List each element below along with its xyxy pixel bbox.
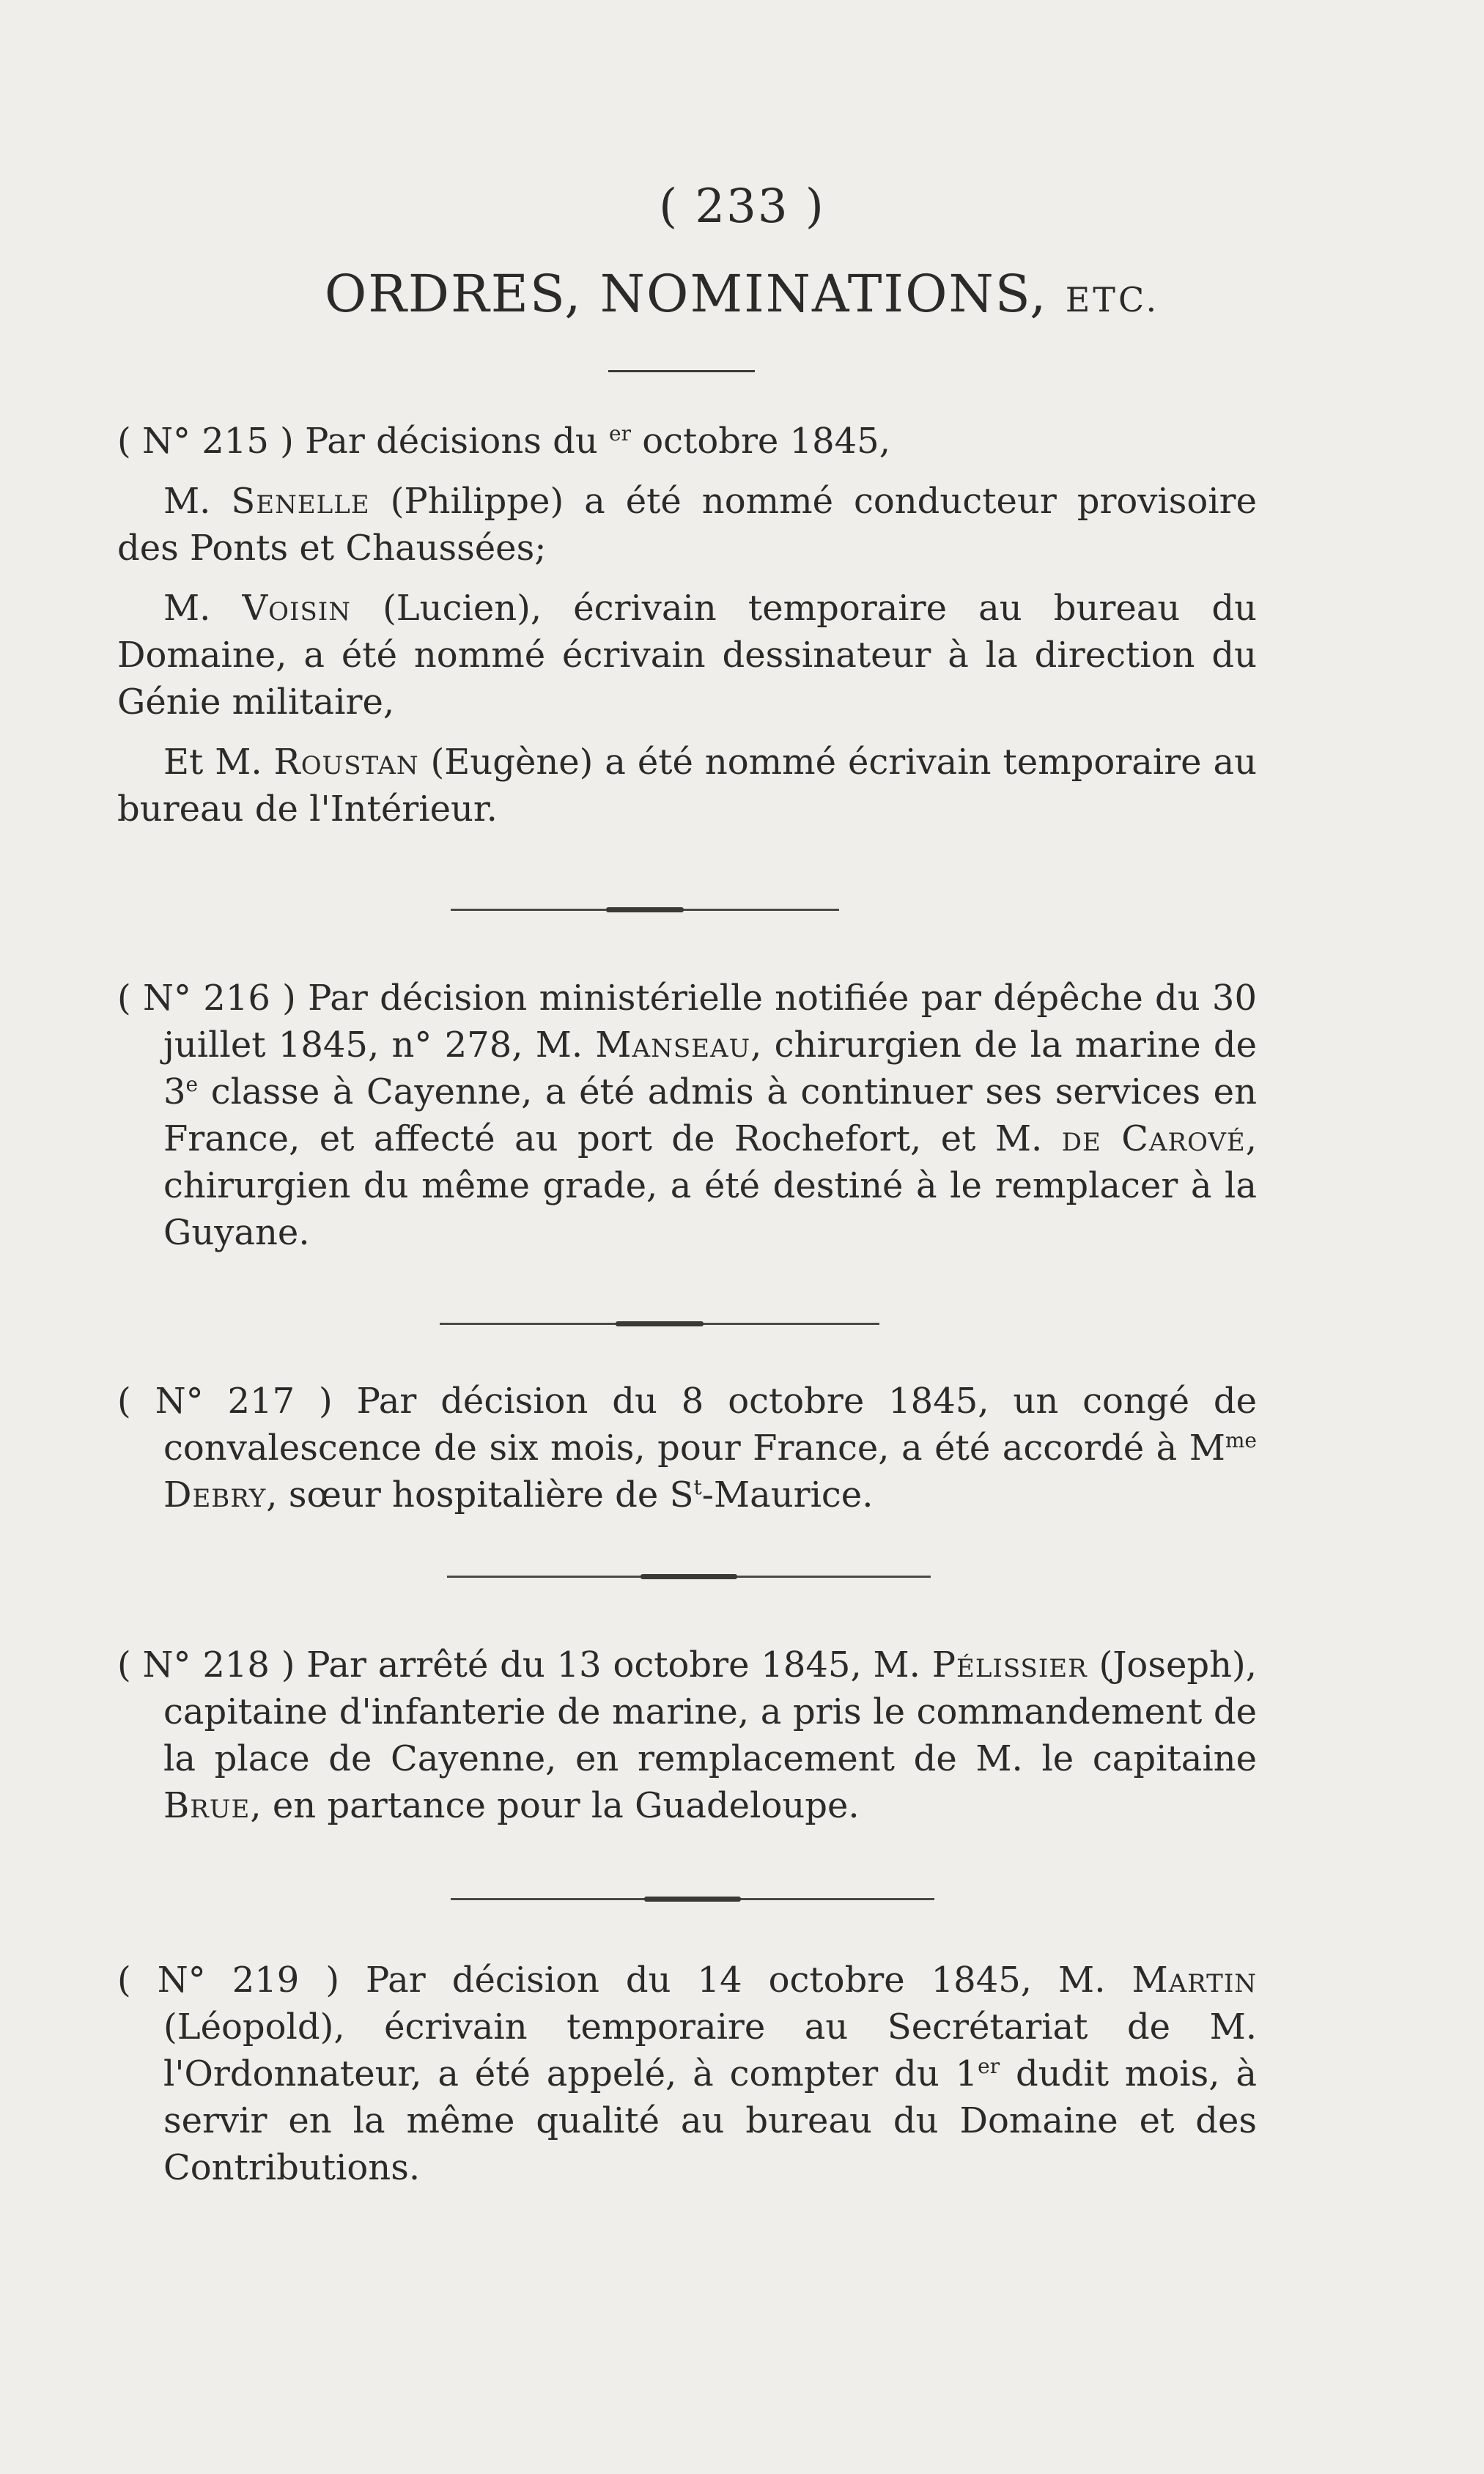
entry-215-lead: ( N° 215 ) Par décisions du $^{er}$ octobre 1845,	[117, 421, 890, 462]
entry-215-para-1: M. Senelle (Philippe) a été nommé conducteur provisoire des Ponts et Chaussées;	[117, 481, 1257, 569]
page-title	[0, 264, 1484, 324]
separator-rule	[447, 1576, 931, 1578]
entry-215-para-2: M. Voisin (Lucien), écrivain temporaire au bureau du Domaine, a été nommé écrivain dessinateur à la direction du Génie militaire,	[117, 588, 1258, 723]
page-number: ( 233 )	[659, 180, 825, 234]
separator-rule	[440, 1323, 879, 1325]
entry-217-text: ( N° 217 ) Par décision du 8 octobre 1845, un congé de convalescence de six mois, pour France, a été accordé à $M^{me}$ Debry, sœur hospitalière de $S^t$-Maurice.	[117, 1381, 1257, 1515]
title-small: ETC.	[1065, 280, 1160, 320]
title-rule	[608, 370, 755, 372]
entry-218-text: ( N° 218 ) Par arrêté du 13 octobre 1845, M. Pélissier (Joseph), capitaine d'infanterie de marine, a pris le commandement de la place de Cayenne, en remplacement de M. le capitaine Brue, en partance pour la Guadeloupe.	[117, 1644, 1257, 1826]
separator-rule	[451, 909, 839, 911]
title-main: ORDRES, NOMINATIONS,	[324, 264, 1048, 324]
entry-215-para-3: Et M. Roustan (Eugène) a été nommé écrivain temporaire au bureau de l'Intérieur.	[117, 742, 1258, 830]
entry-219-text: ( N° 219 ) Par décision du 14 octobre 1845, M. Martin (Léopold), écrivain temporaire au Secrétariat de M. l'Ordonnateur, a été appelé, à compter du 1er dudit mois, à servir en la même qualité au bureau du Domaine et des Contributions.	[117, 1960, 1257, 2188]
entry-217	[117, 1378, 1257, 1532]
entry-216-text: ( N° 216 ) Par décision ministérielle notifiée par dépêche du 30 juillet 1845, n° 278, M. Manseau, chirurgien de la marine de 3e classe à Cayenne, a été admis à continuer ses services en France, et affecté au port de Rochefort, et M. de Carové, chirurgien du même grade, a été destiné à le remplacer à la Guyane.	[117, 978, 1257, 1253]
entry-219	[117, 1957, 1257, 2204]
entry-215	[117, 418, 1257, 846]
entry-216	[117, 975, 1257, 1269]
separator-rule	[451, 1898, 934, 1900]
entry-218	[117, 1642, 1257, 1842]
